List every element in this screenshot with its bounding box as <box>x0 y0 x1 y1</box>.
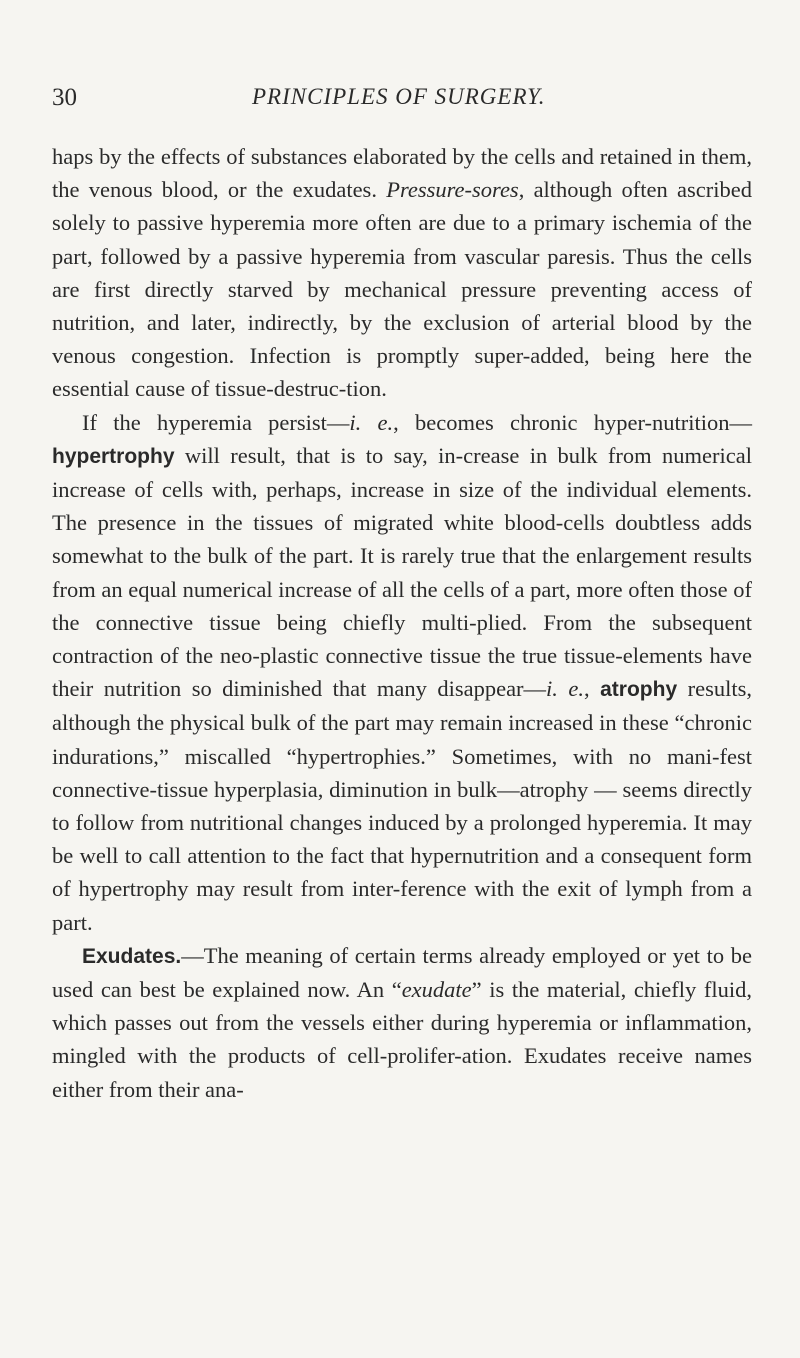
term-exudate: exudate <box>401 977 472 1003</box>
paragraph-pressure-sores <box>52 140 752 406</box>
text-span: , although often ascribed solely to passive hyperemia more often are due to a primary ischemia of the part, followed by a passive hyperemia from vascular paresis. Thus the cells are first directly starved by mechanical pressure preventing access of nutrition, and later, indirectly, by the exclusion of arterial blood by the venous congestion. Infection is promptly super-added, being here the essential cause of tissue-destruc-tion. <box>52 177 752 402</box>
text-span: will result, that is to say, in-crease in bulk from numerical increase of cells with, perhaps, increase in size of the individual elements. The presence in the tissues of migrated white blood-cells doubtless adds somewhat to the bulk of the part. It is rarely true that the enlargement results from an equal numerical increase of all the cells of a part, more often those of the connective tissue being chiefly multi-plied. From the subsequent contraction of the neo-plastic connective tissue the true tissue-elements have their nutrition so diminished that many disappear— <box>52 442 752 702</box>
heading-exudates: Exudates. <box>82 944 182 968</box>
term-hypertrophy: hypertrophy <box>52 444 175 468</box>
term-pressure-sores: Pressure-sores <box>386 177 519 203</box>
text-span: , becomes chronic hyper-nutrition— <box>393 409 752 435</box>
text-span: If the hyperemia persist— <box>82 409 350 435</box>
paragraph-hypertrophy <box>52 406 752 939</box>
paragraph-exudates <box>52 939 752 1106</box>
term-atrophy: atrophy <box>600 678 678 702</box>
text-span: , <box>584 676 601 702</box>
running-head: PRINCIPLES OF SURGERY. <box>252 84 546 109</box>
text-span: ” is the material, chiefly fluid, which passes out from the vessels either during hyperemia or inflammation, mingled with the products of cell-prolifer-ation. Exudates receive names either from their ana- <box>52 977 752 1102</box>
text-span: results, although the physical bulk of the part may remain increased in these “chronic indurations,” miscalled “hypertrophies.” Sometimes, with no mani-fest connective-tissue hyperplasia, diminution in bulk—atrophy — seems directly to follow from nutritional changes induced by a prolonged hyperemia. It may be well to call attention to the fact that hypernutrition and a consequent form of hypertrophy may result from inter-ference with the exit of lymph from a part. <box>52 676 752 935</box>
abbrev-ie: i. e. <box>349 409 394 435</box>
page-number: 30 <box>52 84 77 111</box>
text-span: —The meaning of certain terms already employed or yet to be used can best be explained now. An “ <box>52 942 752 1003</box>
page-header <box>52 84 752 124</box>
text-span: haps by the effects of substances elaborated by the cells and retained in them, the venous blood, or the exudates. <box>52 144 752 203</box>
body-text <box>52 140 752 1106</box>
abbrev-ie: i. e. <box>546 676 585 702</box>
